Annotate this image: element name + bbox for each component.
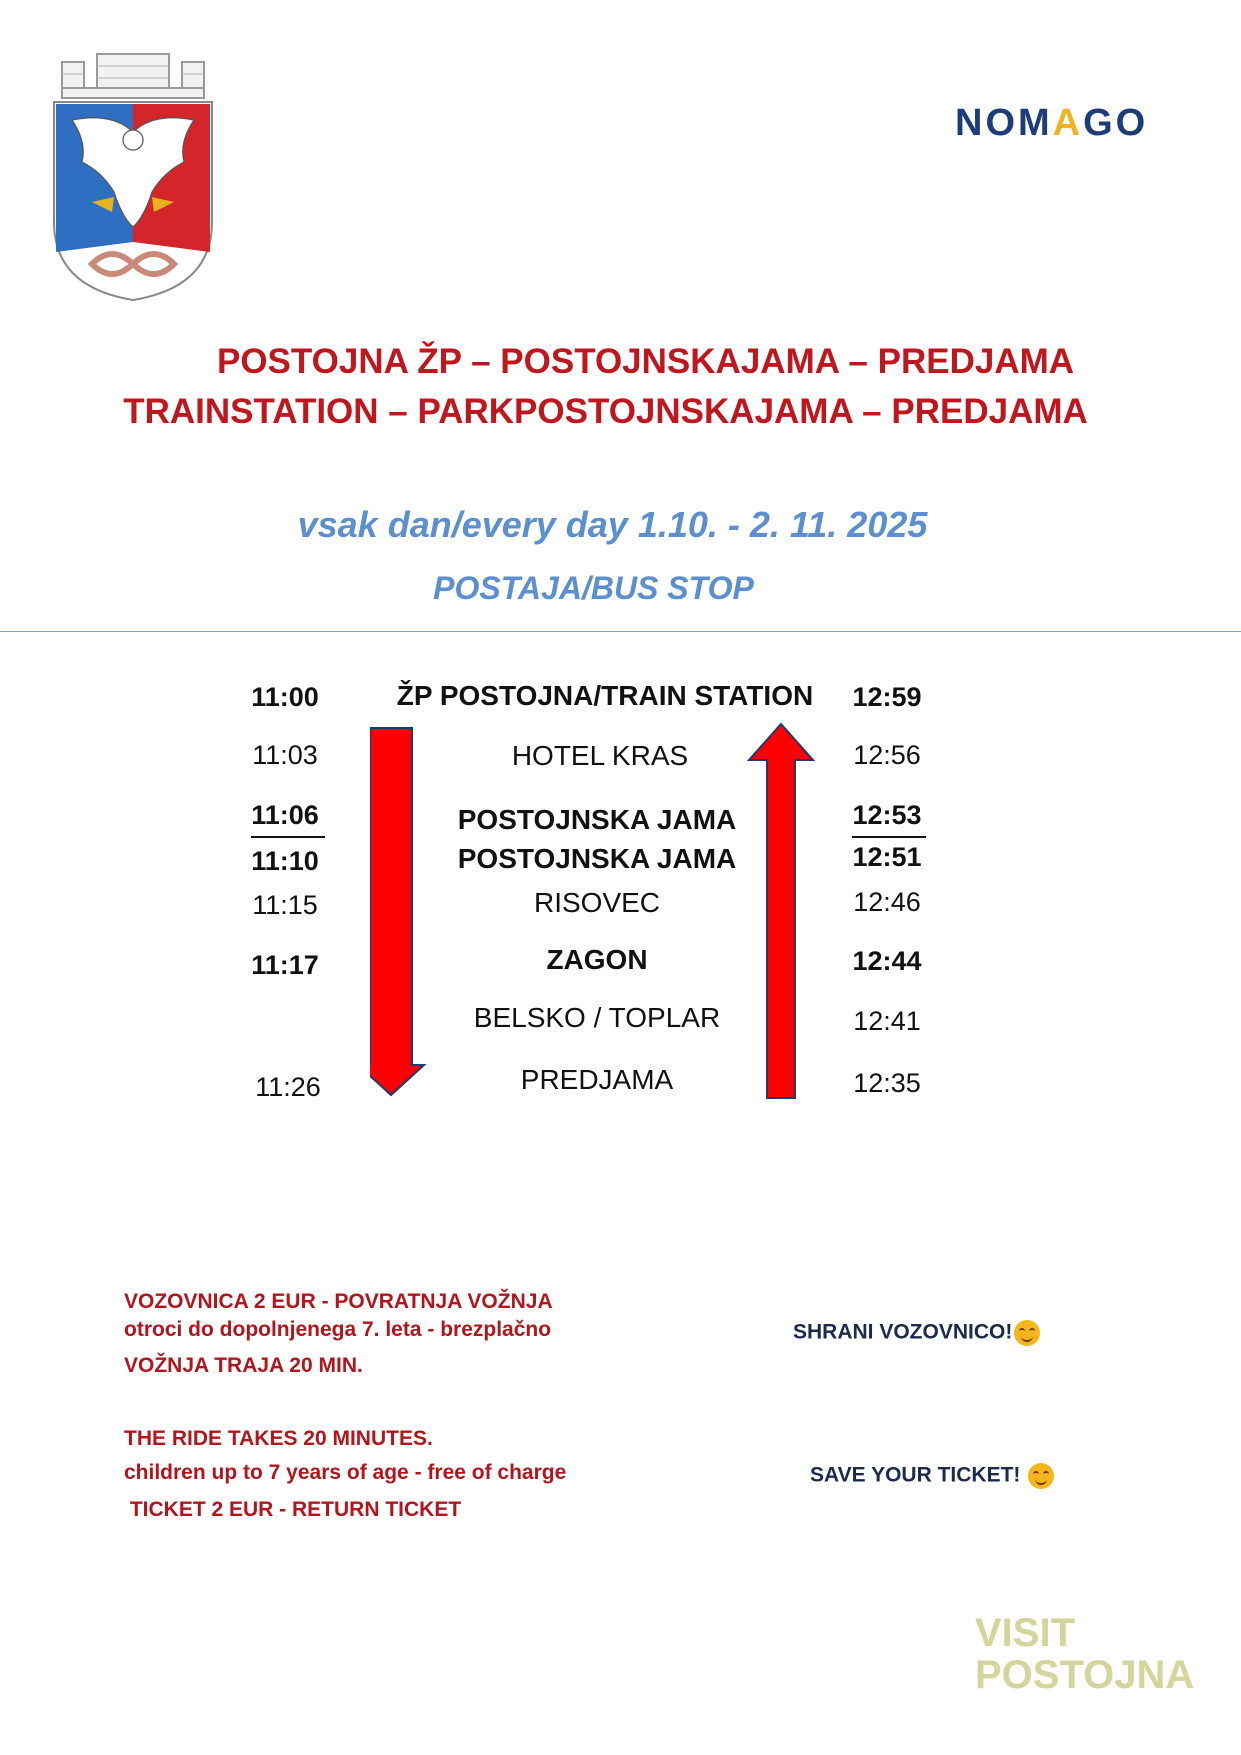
route-title-line2: TRAINSTATION – PARKPOSTOJNSKAJAMA – PREDJAMA <box>123 392 1088 431</box>
stop-name: PREDJAMA <box>520 1064 674 1095</box>
divider <box>0 631 1241 632</box>
outbound-time: 11:00 <box>251 682 319 712</box>
smiling-face-icon <box>1028 1463 1054 1489</box>
outbound-time: 11:17 <box>251 950 319 980</box>
return-time: 12:56 <box>853 740 921 770</box>
note-si-ticket: VOZOVNICA 2 EUR - POVRATNJA VOŽNJA <box>124 1290 553 1313</box>
stop-name: HOTEL KRAS <box>511 740 689 771</box>
time-separator <box>852 836 926 838</box>
validity-days: vsak dan/every day 1.10. - 2. 11. 2025 <box>297 504 928 545</box>
stop-name: POSTOJNSKA JAMA <box>457 843 737 874</box>
note-si-children: otroci do dopolnjenega 7. leta - brezplačno <box>124 1318 552 1341</box>
note-si-duration: VOŽNJA TRAJA 20 MIN. <box>124 1354 363 1377</box>
outbound-time: 11:06 <box>251 800 319 830</box>
stop-name: ŽP POSTOJNA/TRAIN STATION <box>396 680 814 711</box>
return-time: 12:46 <box>853 887 921 917</box>
outbound-time: 11:03 <box>252 740 318 770</box>
stop-name: BELSKO / TOPLAR <box>473 1002 721 1033</box>
note-en-children: children up to 7 years of age - free of charge <box>124 1461 567 1484</box>
postojna-crest-logo <box>52 52 214 302</box>
stop-name: RISOVEC <box>533 887 661 918</box>
save-ticket-si: SHRANI VOZOVNICO! <box>793 1320 1040 1346</box>
outbound-time: 11:10 <box>251 846 319 876</box>
time-separator <box>251 836 325 838</box>
return-time: 12:41 <box>853 1006 921 1036</box>
return-time: 12:44 <box>852 946 922 976</box>
stop-name: ZAGON <box>546 944 648 975</box>
stop-name: POSTOJNSKA JAMA <box>457 804 737 835</box>
return-time: 12:59 <box>852 682 922 712</box>
visit-postojna-logo <box>975 1612 1194 1696</box>
outbound-time: 11:15 <box>252 890 318 920</box>
note-en-ticket: TICKET 2 EUR - RETURN TICKET <box>124 1498 462 1521</box>
return-time: 12:53 <box>852 800 922 830</box>
outbound-time: 11:26 <box>255 1072 321 1102</box>
save-ticket-en: SAVE YOUR TICKET! <box>810 1463 1054 1489</box>
route-title-line1: POSTOJNA ŽP – POSTOJNSKAJAMA – PREDJAMA <box>216 342 1075 381</box>
smiling-face-icon <box>1014 1320 1040 1346</box>
bus-stop-heading: POSTAJA/BUS STOP <box>433 570 754 606</box>
return-time: 12:35 <box>853 1068 921 1098</box>
nomago-logo: NOMAGO <box>955 102 1149 144</box>
note-en-duration: THE RIDE TAKES 20 MINUTES. <box>124 1427 433 1450</box>
visit-line2: POSTOJNA <box>975 1653 1195 1697</box>
return-time: 12:51 <box>852 842 922 872</box>
visit-line1: VISIT <box>975 1611 1076 1655</box>
